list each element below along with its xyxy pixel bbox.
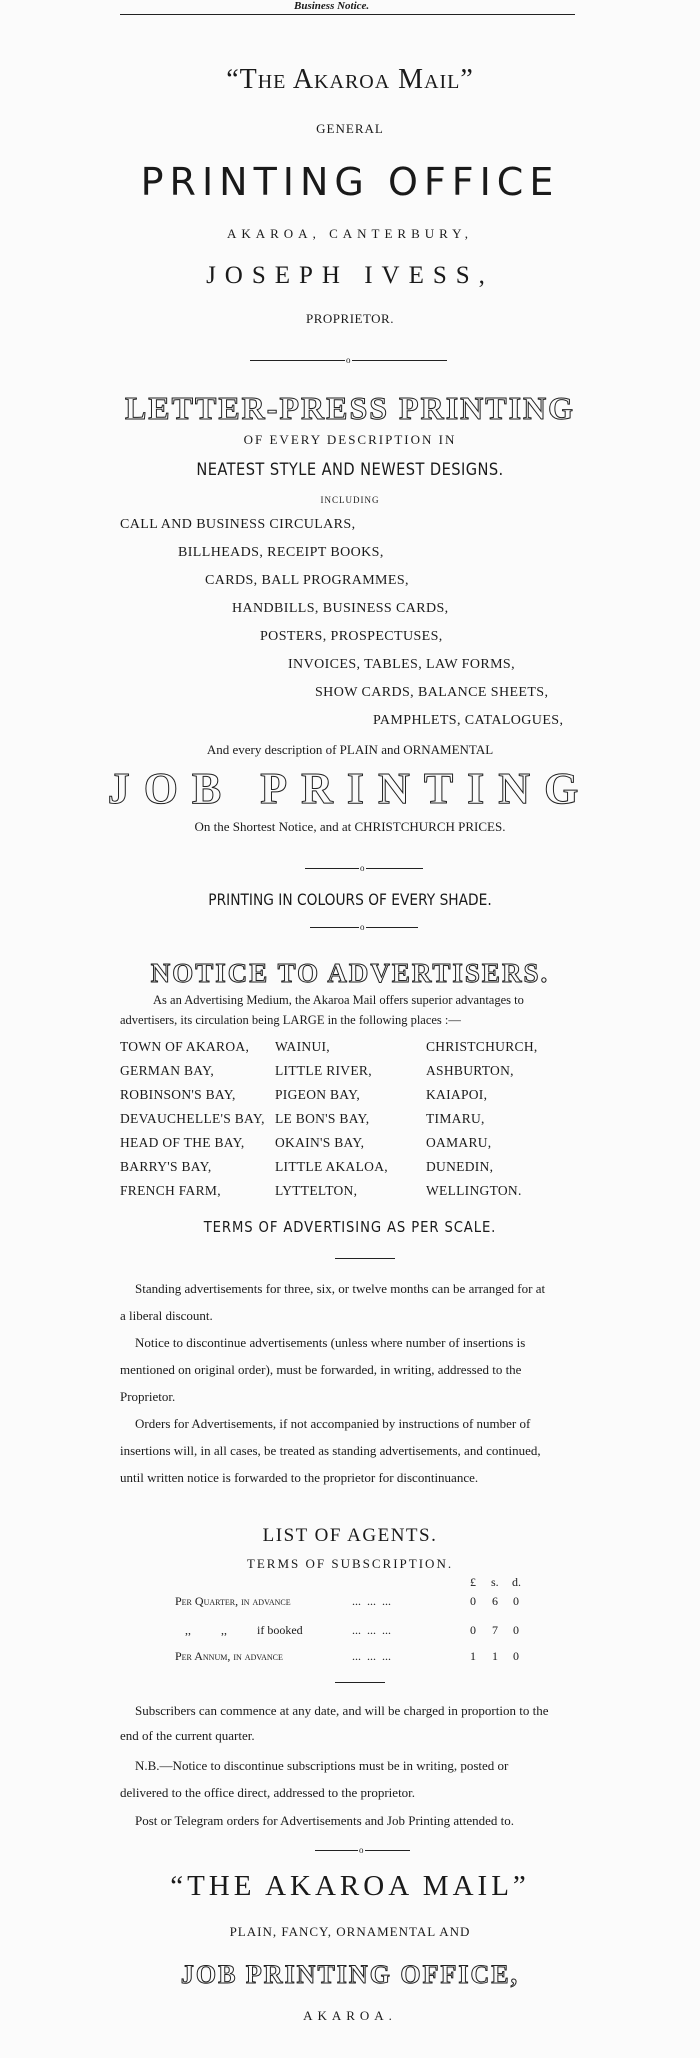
place-name: LITTLE AKALOA, — [275, 1159, 388, 1174]
leader-dots: ... ... ... — [352, 1623, 391, 1637]
shillings-value: 7 — [492, 1623, 498, 1637]
style-line: NEATEST STYLE AND NEWEST DESIGNS. — [196, 460, 504, 480]
shillings-value: 1 — [492, 1649, 498, 1663]
standing-line: insertions will, in all cases, be treated as standing advertisements, and continued, — [120, 1443, 541, 1458]
standing-line: a liberal discount. — [120, 1308, 213, 1323]
standing-line: Notice to discontinue advertisements (unless where number of insertions is — [135, 1335, 526, 1350]
pence-value: 0 — [513, 1594, 519, 1608]
proprietor-label: PROPRIETOR. — [306, 311, 394, 326]
footer-plain-fancy: PLAIN, FANCY, ORNAMENTAL AND — [229, 1924, 471, 1939]
service-item: INVOICES, TABLES, LAW FORMS, — [288, 657, 516, 672]
service-item: CARDS, BALL PROGRAMMES, — [205, 573, 409, 588]
subscription-heading: TERMS OF SUBSCRIPTION. — [246, 1556, 454, 1571]
pounds-value: 1 — [470, 1649, 476, 1663]
footer-job-office: JOB PRINTING OFFICE, — [180, 1960, 520, 1989]
place-name: FRENCH FARM, — [120, 1183, 221, 1198]
leader-dots: ... ... ... — [352, 1594, 391, 1608]
standing-line: Proprietor. — [120, 1389, 176, 1404]
divider-ornament-1: o — [346, 355, 351, 365]
subscribers-line: Post or Telegram orders for Advertisements and Job Printing attended to. — [135, 1813, 515, 1828]
places-column-3 — [426, 1035, 538, 1203]
place-name: TOWN OF AKAROA, — [120, 1039, 250, 1054]
footer-paper-title: “THE AKAROA MAIL” — [170, 1870, 530, 1902]
general-label: GENERAL — [316, 121, 384, 136]
places-column-2 — [275, 1035, 388, 1203]
service-item: HANDBILLS, BUSINESS CARDS, — [232, 601, 449, 616]
subscribers-line: delivered to the office direct, addressed to the proprietor. — [120, 1785, 416, 1800]
place-name: LE BON'S BAY, — [275, 1111, 370, 1126]
place-name: OAMARU, — [426, 1135, 492, 1150]
standing-line: mentioned on original order), must be forwarded, in writing, addressed to the — [120, 1362, 522, 1377]
footer-town: AKAROA. — [303, 2008, 397, 2023]
standing-line: Orders for Advertisements, if not accompanied by instructions of number of — [135, 1416, 531, 1431]
header-rule — [120, 14, 575, 15]
shillings-value: 6 — [492, 1594, 498, 1608]
currency-header-pence: d. — [512, 1575, 521, 1589]
terms-line: TERMS OF ADVERTISING AS PER SCALE. — [203, 1218, 497, 1236]
place-name: BARRY'S BAY, — [120, 1159, 212, 1174]
service-item: CALL AND BUSINESS CIRCULARS, — [120, 517, 356, 532]
advertisers-intro-1: As an Advertising Medium, the Akaroa Mail offers superior advantages to — [153, 993, 524, 1007]
subscribers-line: Subscribers can commence at any date, and will be charged in proportion to the — [135, 1703, 549, 1718]
advertisers-heading: NOTICE TO ADVERTISERS. — [150, 958, 550, 988]
subscription-label: Per Annum, in advance — [175, 1649, 283, 1663]
place-name: WAINUI, — [275, 1039, 330, 1054]
divider-5 — [335, 1682, 385, 1683]
place-name: HEAD OF THE BAY, — [120, 1135, 245, 1150]
place-name: WELLINGTON. — [426, 1183, 522, 1198]
agents-heading: LIST OF AGENTS. — [262, 1525, 438, 1546]
including-label: INCLUDING — [320, 495, 380, 505]
service-item: PAMPHLETS, CATALOGUES, — [373, 713, 564, 728]
letterpress-heading: LETTER-PRESS PRINTING — [124, 390, 576, 426]
letterpress-subheading: OF EVERY DESCRIPTION IN — [243, 432, 457, 447]
shortest-notice-line: On the Shortest Notice, and at CHRISTCHURCH PRICES. — [194, 819, 506, 834]
divider-4 — [335, 1258, 395, 1259]
job-printing-heading: JOB PRINTING — [107, 764, 593, 813]
service-item: SHOW CARDS, BALANCE SHEETS, — [315, 685, 549, 700]
service-item: BILLHEADS, RECEIPT BOOKS, — [178, 545, 384, 560]
place-name: DEVAUCHELLE'S BAY, — [120, 1111, 265, 1126]
printing-office-heading: PRINTING OFFICE — [140, 160, 560, 204]
place-name: TIMARU, — [426, 1111, 485, 1126]
pounds-value: 0 — [470, 1623, 476, 1637]
place-name: ASHBURTON, — [426, 1063, 514, 1078]
and-every-line: And every description of PLAIN and ORNAMENTAL — [206, 742, 494, 757]
standing-line: until written notice is forwarded to the proprietor for discontinuance. — [120, 1470, 479, 1485]
leader-dots: ... ... ... — [352, 1649, 391, 1663]
subscribers-line: end of the current quarter. — [120, 1728, 255, 1743]
location-line: AKAROA, CANTERBURY, — [226, 226, 474, 241]
section-label: Business Notice. — [290, 0, 373, 12]
place-name: ROBINSON'S BAY, — [120, 1087, 236, 1102]
subscription-label: ,, ,, if booked — [185, 1623, 303, 1637]
divider-ornament-3: o — [360, 922, 365, 932]
standing-line: Standing advertisements for three, six, or twelve months can be arranged for at — [135, 1281, 546, 1296]
pence-value: 0 — [513, 1649, 519, 1663]
place-name: CHRISTCHURCH, — [426, 1039, 538, 1054]
divider-ornament-6: o — [359, 1845, 364, 1855]
place-name: DUNEDIN, — [426, 1159, 494, 1174]
currency-header-shillings: s. — [491, 1575, 499, 1589]
places-column-1 — [120, 1035, 265, 1203]
place-name: LITTLE RIVER, — [275, 1063, 372, 1078]
subscribers-line: N.B.—Notice to discontinue subscriptions must be in writing, posted or — [135, 1758, 509, 1773]
advertisers-intro-2: advertisers, its circulation being LARGE in the following places :— — [120, 1013, 461, 1027]
pence-value: 0 — [513, 1623, 519, 1637]
proprietor-name: JOSEPH IVESS, — [206, 262, 494, 289]
subscription-label: Per Quarter, in advance — [175, 1594, 291, 1608]
currency-header-pounds: £ — [470, 1575, 476, 1589]
place-name: KAIAPOI, — [426, 1087, 488, 1102]
place-name: LYTTELTON, — [275, 1183, 358, 1198]
divider-ornament-2: o — [360, 863, 365, 873]
paper-title: “The Akaroa Mail” — [226, 64, 474, 95]
service-item: POSTERS, PROSPECTUSES, — [260, 629, 443, 644]
colours-line: PRINTING IN COLOURS OF EVERY SHADE. — [208, 890, 492, 909]
place-name: OKAIN'S BAY, — [275, 1135, 365, 1150]
place-name: PIGEON BAY, — [275, 1087, 361, 1102]
place-name: GERMAN BAY, — [120, 1063, 215, 1078]
pounds-value: 0 — [470, 1594, 476, 1608]
